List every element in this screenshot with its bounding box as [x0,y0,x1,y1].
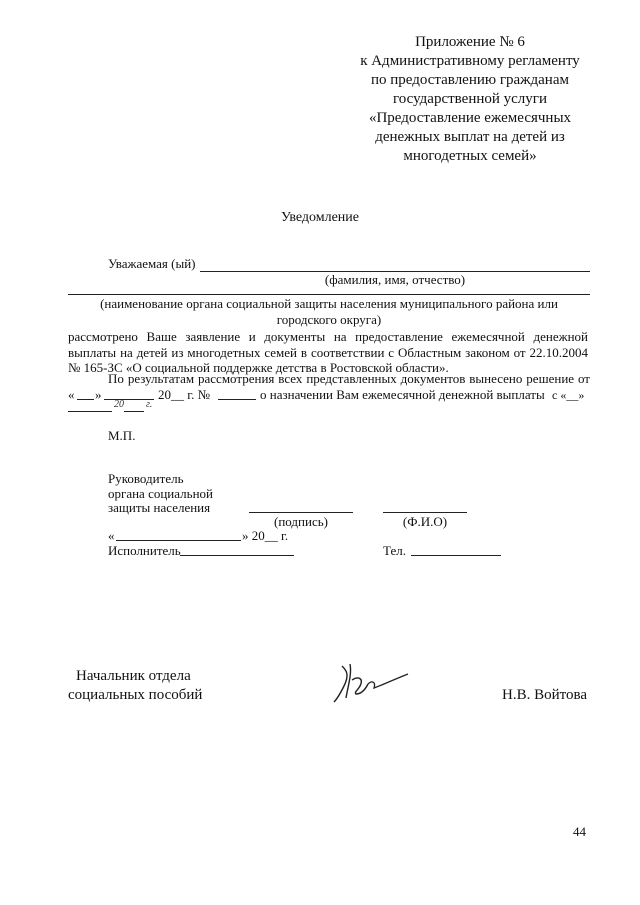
executor-label: Исполнитель [108,543,181,558]
dept-title-line: Начальник отдела [76,668,191,684]
appendix-line: денежных выплат на детей из [375,129,565,145]
signature-image [328,660,418,706]
executor-blank[interactable] [180,555,294,556]
start-month-blank[interactable] [68,411,112,412]
decision-quote-open: « [68,387,75,402]
stamp-label: М.П. [108,428,136,443]
head-title-line: органа социальной [108,486,213,501]
decision-quote-close: » [95,387,102,402]
body-line: выплаты на детей из многодетных семей в соответствии с Областным законом от 22.10.2004 [68,345,588,360]
signature-blank[interactable] [249,512,353,513]
body-line: № 165-ЗС «О социальной поддержке детства в Ростовской области». [68,360,449,375]
name-hint: (фамилия, имя, отчество) [324,272,466,287]
dept-title-line: социальных пособий [68,687,203,703]
salutation-label: Уважаемая (ый) [108,256,196,271]
phone-label: Тел. [383,543,406,558]
fio-blank[interactable] [383,512,467,513]
start-year-blank[interactable] [124,411,144,412]
date-blank[interactable] [116,540,241,541]
body-line: рассмотрено Ваше заявление и документы на предоставление ежемесячной денежной [68,329,588,344]
fio-hint: (Ф.И.О) [402,514,448,529]
date-quote-open: « [108,528,115,543]
org-blank-line[interactable] [68,294,590,295]
appendix-line: к Административному регламенту [360,53,580,69]
decision-line: По результатам рассмотрения всех представленных документов вынесено решение от [108,371,590,386]
org-hint-line2: городского округа) [276,312,382,327]
start-year-suffix: г. [146,399,153,410]
appendix-header [340,33,600,166]
appendix-line: Приложение № 6 [415,34,525,50]
signature-hint: (подпись) [274,514,328,529]
decision-year: 20__ г. № [158,387,211,402]
org-hint-line1: (наименование органа социальной защиты населения муниципального района или [100,296,558,311]
date-suffix: » 20__ г. [242,528,289,543]
start-year: 20 [114,399,124,410]
head-title-line: защиты населения [108,500,211,515]
head-title-line: Руководитель [108,471,184,486]
approver-name: Н.В. Войтова [502,687,588,703]
notice-title: Уведомление [280,210,359,225]
decision-text: о назначении Вам ежемесячной денежной выплаты [260,387,545,402]
page-number: 44 [573,824,586,839]
from-date-text: с «__» [552,388,585,402]
appendix-line: по предоставлению гражданам [370,72,569,88]
phone-blank[interactable] [411,555,501,556]
decision-day-blank[interactable] [77,399,94,400]
decision-number-blank[interactable] [218,399,256,400]
appendix-line: «Предоставление ежемесячных [368,110,572,126]
appendix-line: многодетных семей» [403,148,537,164]
appendix-line: государственной услуги [393,91,547,107]
